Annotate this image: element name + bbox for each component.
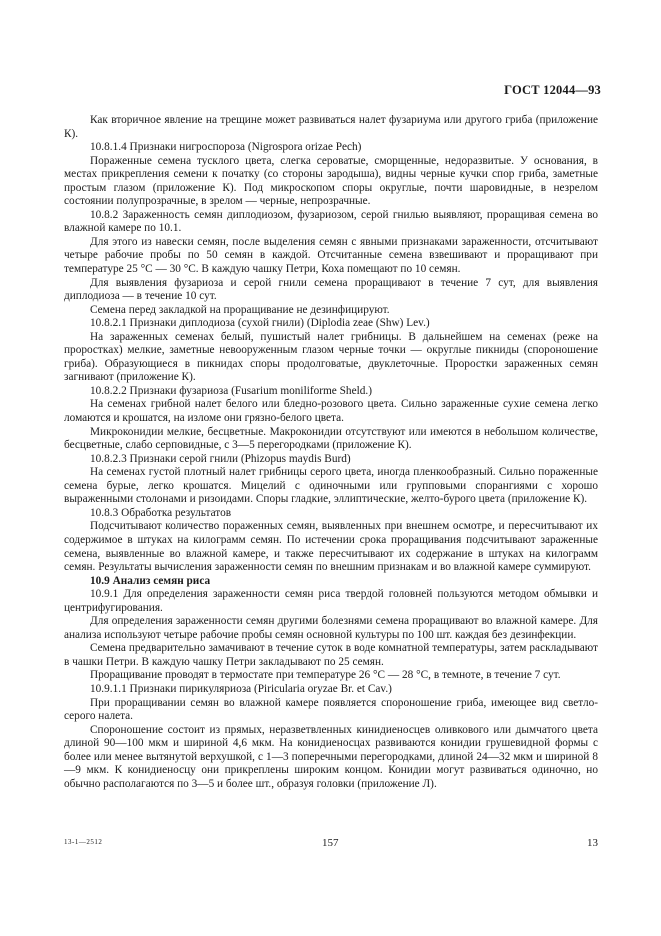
page-number-center: 157	[322, 837, 339, 849]
page-footer	[64, 837, 598, 853]
paragraph: Проращивание проводят в термостате при температуре 26 °С — 28 °С, в темноте, в течение 7 сут.	[90, 669, 561, 682]
document-header: ГОСТ 12044—93	[504, 83, 601, 97]
paragraph: Семена предварительно замачивают в течение суток в воде комнатной температуры, затем раскладывают в чашки Петри. В каждую чашку Петри закладывают по 25 семян.	[64, 642, 598, 668]
paragraph: Подсчитывают количество пораженных семян, выявленных при внешнем осмотре, и пересчитывают их содержимое в штуках на килограмм семян. По истечении срока проращивания подсчитывают зараженные семена, выявленные во влажной камере, и также пересчитывают их содержание в штуках на килограмм семян. Результаты вычисления зараженности семян по внешним признакам и во влажной камере суммируют.	[64, 520, 598, 574]
paragraph: 10.8.1.4 Признаки нигроспороза (Nigrospora orizae Pech)	[90, 141, 362, 154]
paragraph: 10.8.2.3 Признаки серой гнили (Phizopus maydis Burd)	[90, 452, 351, 465]
paragraph: На семенах грибной налет белого или бледно-розового цвета. Сильно зараженные сухие семена легко ломаются и крошатся, на изломе они грязно-белого цвета.	[64, 398, 598, 425]
paragraph: Как вторичное явление на трещине может развиваться налет фузариума или другого гриба (приложение К).	[64, 114, 598, 140]
paragraph: Семена перед закладкой на проращивание не дезинфицируют.	[90, 303, 390, 316]
section-heading: 10.9 Анализ семян риса	[90, 574, 211, 587]
paragraph: 10.8.2.2 Признаки фузариоза (Fusarium moniliforme Sheld.)	[90, 384, 372, 397]
paragraph: Микроконидии мелкие, бесцветные. Макроконидии отсутствуют или имеются в небольшом количестве, бесцветные, слабо серповидные, с 3—5 перегородками (приложение К).	[64, 425, 598, 452]
paragraph: 10.8.2 Зараженность семян диплодиозом, фузариозом, серой гнилью выявляют, проращивая семена во влажной камере по 10.1.	[64, 208, 598, 235]
paragraph: Для выявления фузариоза и серой гнили семена проращивают в течение 7 сут, для выявления диплодиоза — в течение 10 сут.	[64, 276, 598, 303]
paragraph: Пораженные семена тусклого цвета, слегка сероватые, сморщенные, недоразвитые. У основания, в местах прикрепления семени к початку (со стороны зародыша), видны черные кучки спор гриба, заметные простым глазом (приложение К). Под микроскопом споры округлые, почти шаровидные, в незрелом состоянии полупрозрачные, в зрелом — черные, непрозрачные.	[64, 154, 598, 208]
paragraph: Для определения зараженности семян другими болезнями семена проращивают во влажной камере. Для анализа используют четыре рабочие пробы семян основной культуры по 100 шт. каждая без дезинфекции.	[64, 615, 598, 641]
print-code: 13-1—2512	[64, 838, 103, 846]
page-number: 13	[587, 837, 598, 849]
document-body	[64, 114, 598, 791]
paragraph: На семенах густой плотный налет грибницы серого цвета, иногда пленкообразный. Сильно пораженные семена бурые, легко крошатся. Мицелий с одиночными или групповыми спорангиями с хорошо выраженными столонами и ризоидами. Споры гладкие, эллиптические, желто-бурого цвета (приложение К).	[64, 466, 598, 506]
paragraph: Для этого из навески семян, после выделения семян с явными признаками зараженности, отсчитывают четыре рабочие пробы по 50 семян в каждой. Отсчитанные семена взвешивают и проращивают при температуре 25 °С — 30 °С. В каждую чашку Петри, Коха помещают по 10 семян.	[64, 235, 598, 276]
paragraph: Спороношение состоит из прямых, неразветвленных кинидиеносцев оливкового или дымчатого цвета длиной 90—100 мкм и шириной 4,6 мкм. На конидиеносцах развиваются конидии грушевидной формы с более или менее вытянутой верхушкой, с 1—3 поперечными перегородками, длиной 24—32 мкм и шириной 8—9 мкм. К конидиеносцу они прикреплены широким концом. Конидии могут развиваться одиночно, но обычно располагаются по 3—5 и более шт., образуя головки (приложение Л).	[64, 723, 598, 790]
paragraph: 10.8.3 Обработка результатов	[90, 506, 232, 519]
paragraph: На зараженных семенах белый, пушистый налет грибницы. В дальнейшем на семенах (реже на проростках) мелкие, заметные невооруженным глазом черные точки — округлые пикниды (спороношение гриба). Образующиеся в пикнидах споры продолговатые, двуклеточные. Проростки зараженных семян загнивают (приложение К).	[64, 330, 598, 384]
paragraph: При проращивании семян во влажной камере появляется спороношение гриба, имеющее вид светло-серого налета.	[64, 696, 598, 723]
paragraph: 10.9.1.1 Признаки пирикуляриоза (Piricularia oryzae Br. et Cav.)	[90, 682, 392, 695]
paragraph: 10.8.2.1 Признаки диплодиоза (сухой гнили) (Diplodia zeae (Shw) Lev.)	[90, 317, 430, 330]
paragraph: 10.9.1 Для определения зараженности семян риса твердой головней пользуются методом обмывки и центрифугирования.	[64, 588, 598, 614]
